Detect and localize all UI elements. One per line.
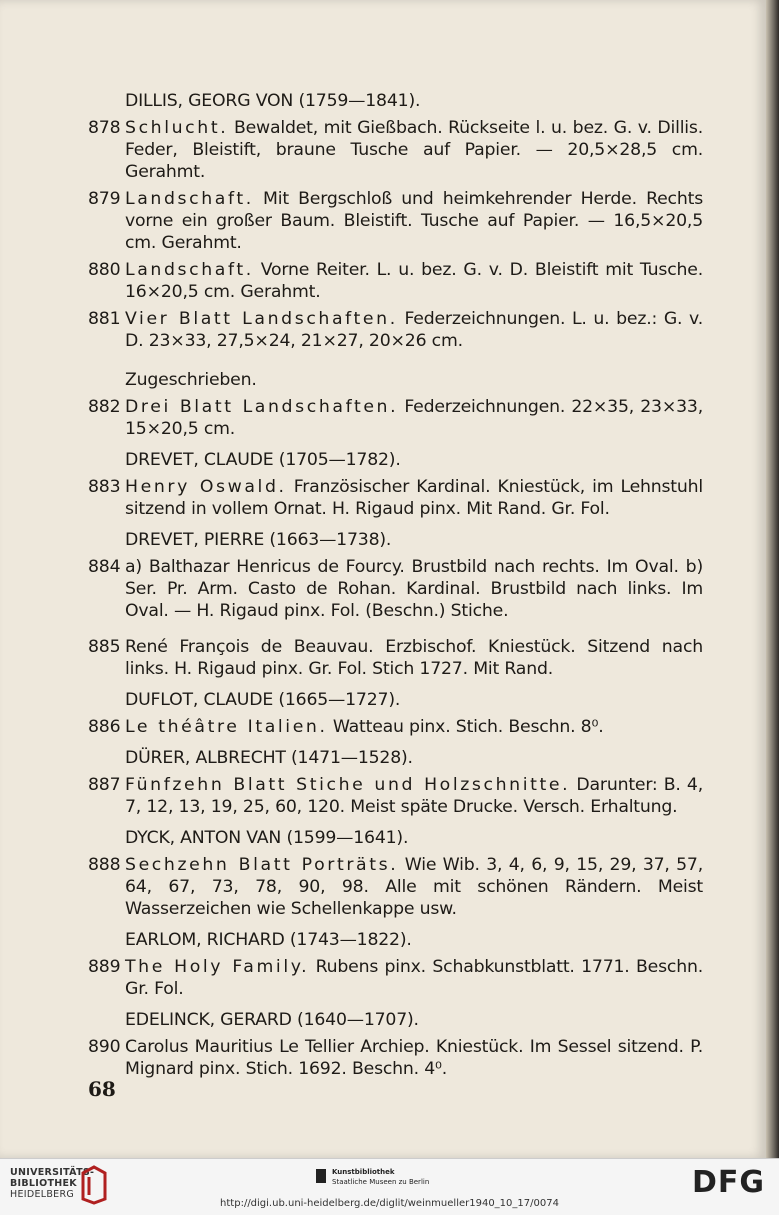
entry-text: Bewaldet, mit Gießbach. Rückseite l. u. bez. G. v. Dillis. Feder, Bleistift, braune Tusche auf Papier. — 20,5×28,5 cm. Gerahmt. <box>125 118 703 182</box>
lot-number: 887 <box>88 775 121 795</box>
catalog-entry <box>88 1036 703 1080</box>
lot-number: 884 <box>88 557 121 577</box>
kb-title: Kunstbibliothek <box>332 1168 395 1176</box>
catalog-entry <box>88 188 703 254</box>
entry-text: Französischer Kardinal. Kniestück, im Lehnstuhl sitzend in vollem Ornat. H. Rigaud pinx. Mit Rand. Gr. Fol. <box>125 477 703 519</box>
page-edge <box>766 0 779 1158</box>
entry-description <box>125 188 703 254</box>
catalog-entry <box>88 774 703 818</box>
uni-line-1: UNIVERSITÄTS- <box>10 1167 95 1178</box>
artist-heading: EARLOM, RICHARD (1743—1822). <box>125 930 412 950</box>
entry-text: Federzeichnungen. 22×35, 23×33, 15×20,5 cm. <box>125 397 703 439</box>
artist-heading: DUFLOT, CLAUDE (1665—1727). <box>125 690 401 710</box>
catalog-entry <box>88 636 703 680</box>
catalog-entry <box>88 716 703 738</box>
entry-text: René François de Beauvau. Erzbischof. Kniestück. Sitzend nach links. H. Rigaud pinx. Gr. Fol. Stich 1727. Mit Rand. <box>125 637 703 679</box>
entry-title: Fünfzehn Blatt Stiche und Holzschnitte. <box>125 775 571 795</box>
kb-subtitle: Staatliche Museen zu Berlin <box>332 1178 430 1186</box>
kunstbibliothek-logo-icon <box>316 1169 326 1183</box>
entry-text: Darunter: B. 4, 7, 12, 13, 19, 25, 60, 120. Meist späte Drucke. Versch. Erhaltung. <box>125 775 703 817</box>
entry-title: Schlucht. <box>125 118 229 138</box>
uni-line-3: HEIDELBERG <box>10 1189 75 1200</box>
attribution-note: Zugeschrieben. <box>125 370 257 390</box>
entry-description <box>125 259 703 303</box>
artist-heading: DÜRER, ALBRECHT (1471—1528). <box>125 748 413 768</box>
catalog-text <box>88 90 703 1080</box>
entry-text: a) Balthazar Henricus de Fourcy. Brustbild nach rechts. Im Oval. b) Ser. Pr. Arm. Casto de Rohan. Kardinal. Brustbild nach links. Im Oval. — H. Rigaud pinx. Fol. (Beschn.) Stiche. <box>125 557 703 621</box>
entry-description <box>125 854 703 920</box>
catalog-entry <box>88 476 703 520</box>
dfg-logo[interactable]: DFG <box>692 1165 766 1200</box>
entry-title: The Holy Family. <box>125 957 310 977</box>
entry-description <box>125 774 703 818</box>
entry-description <box>125 308 703 352</box>
lot-number: 883 <box>88 477 121 497</box>
kunstbibliothek-label[interactable] <box>332 1167 429 1187</box>
artist-heading: DREVET, PIERRE (1663—1738). <box>125 530 392 550</box>
catalog-entry <box>88 259 703 303</box>
catalog-entry <box>88 396 703 440</box>
entry-text: Vorne Reiter. L. u. bez. G. v. D. Bleistift mit Tusche. 16×20,5 cm. Gerahmt. <box>125 260 703 302</box>
lot-number: 880 <box>88 260 121 280</box>
entry-description <box>125 556 703 622</box>
catalog-entry <box>88 556 703 622</box>
entry-title: Henry Oswald. <box>125 477 287 497</box>
entry-title: Sechzehn Blatt Porträts. <box>125 855 399 875</box>
entry-description <box>125 476 703 520</box>
entry-text: Watteau pinx. Stich. Beschn. 8⁰. <box>327 717 604 737</box>
artist-heading: EDELINCK, GERARD (1640—1707). <box>125 1010 419 1030</box>
page-number: 68 <box>88 1077 116 1101</box>
catalog-entry <box>88 308 703 352</box>
uni-line-2: BIBLIOTHEK <box>10 1178 77 1189</box>
artist-heading: DILLIS, GEORG VON (1759—1841). <box>125 91 421 111</box>
entry-title: Drei Blatt Landschaften. <box>125 397 399 417</box>
page-url[interactable]: http://digi.ub.uni-heidelberg.de/diglit/weinmueller1940_10_17/0074 <box>220 1198 559 1209</box>
lot-number: 882 <box>88 397 121 417</box>
entry-description <box>125 956 703 1000</box>
entry-description <box>125 1036 703 1080</box>
catalog-entry <box>88 854 703 920</box>
lot-number: 885 <box>88 637 121 657</box>
lot-number: 889 <box>88 957 121 977</box>
entry-title: Landschaft. <box>125 260 254 280</box>
lot-number: 879 <box>88 189 121 209</box>
entry-text: Carolus Mauritius Le Tellier Archiep. Kniestück. Im Sessel sitzend. P. Mignard pinx. Stich. 1692. Beschn. 4⁰. <box>125 1037 703 1079</box>
catalog-entry <box>88 117 703 183</box>
entry-title: Landschaft. <box>125 189 254 209</box>
entry-description <box>125 117 703 183</box>
lot-number: 881 <box>88 309 121 329</box>
artist-heading: DYCK, ANTON VAN (1599—1641). <box>125 828 409 848</box>
lot-number: 888 <box>88 855 121 875</box>
entry-description <box>125 636 703 680</box>
catalog-entry <box>88 956 703 1000</box>
entry-title: Le théâtre Italien. <box>125 717 328 737</box>
entry-text: Federzeichnungen. L. u. bez.: G. v. D. 23×33, 27,5×24, 21×27, 20×26 cm. <box>125 309 703 351</box>
artist-heading: DREVET, CLAUDE (1705—1782). <box>125 450 401 470</box>
lot-number: 886 <box>88 717 121 737</box>
lot-number: 890 <box>88 1037 121 1057</box>
entry-text: Rubens pinx. Schabkunstblatt. 1771. Beschn. Gr. Fol. <box>125 957 703 999</box>
entry-text: Mit Bergschloß und heimkehrender Herde. Rechts vorne ein großer Baum. Bleistift. Tusche auf Papier. — 16,5×20,5 cm. Gerahmt. <box>125 189 703 253</box>
entry-description <box>125 396 703 440</box>
entry-description <box>125 716 703 738</box>
entry-title: Vier Blatt Landschaften. <box>125 309 398 329</box>
lot-number: 878 <box>88 118 121 138</box>
entry-text: Wie Wib. 3, 4, 6, 9, 15, 29, 37, 57, 64, 67, 73, 78, 90, 98. Alle mit schönen Rändern. Meist Wasserzeichen wie Schellenkappe usw. <box>125 855 703 919</box>
